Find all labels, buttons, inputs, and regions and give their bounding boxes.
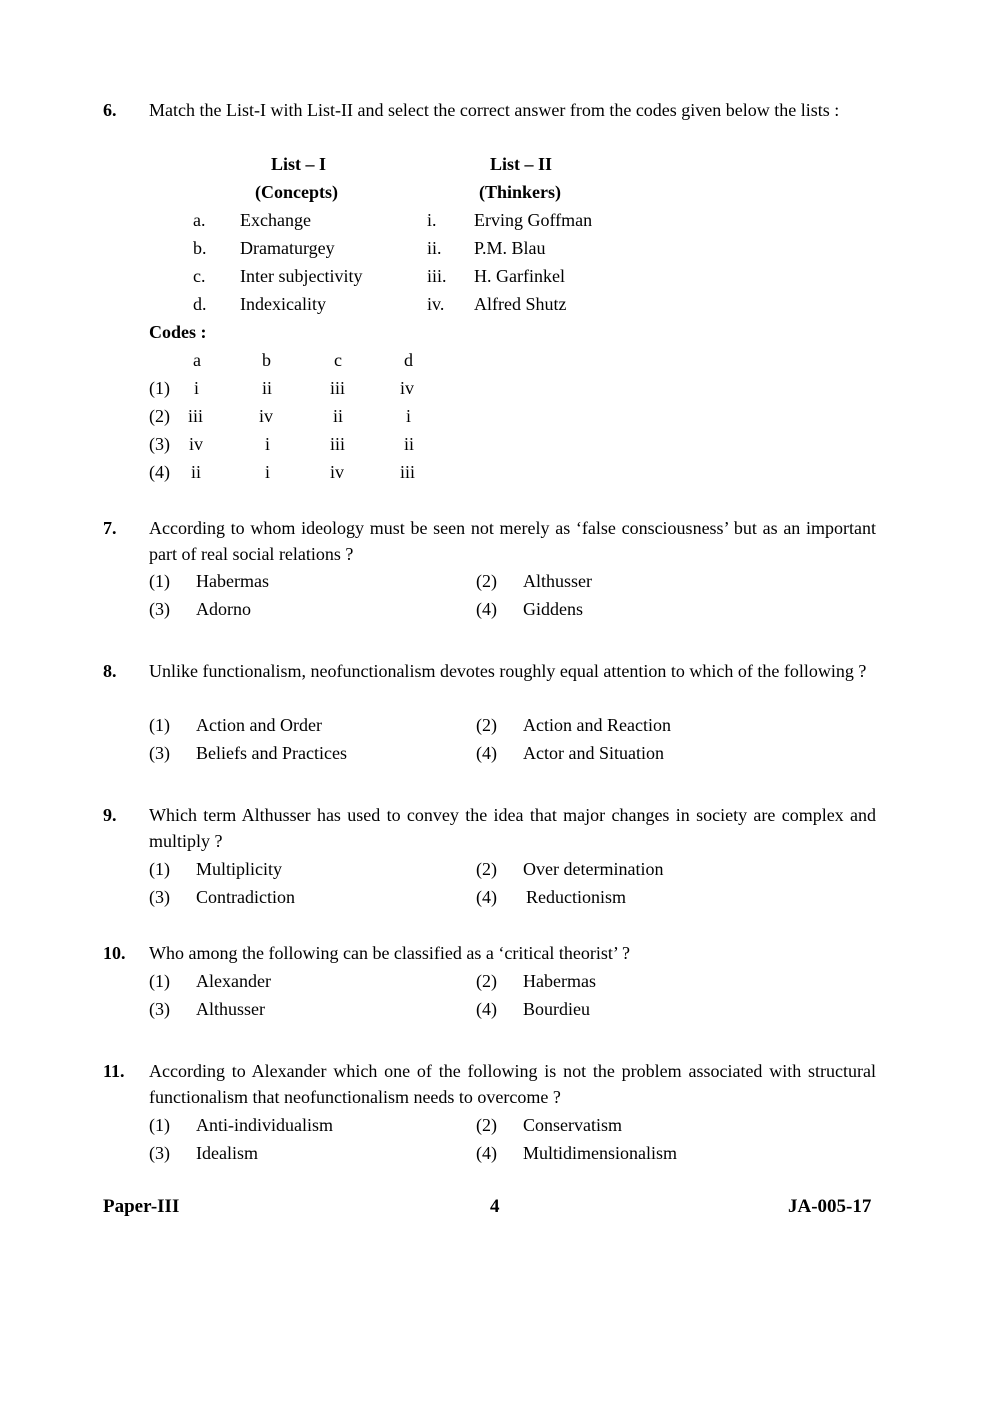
list1-subtitle: (Concepts) [255, 182, 338, 202]
option-text: Idealism [196, 1143, 258, 1163]
code-value: i [265, 462, 271, 482]
list2-subtitle: (Thinkers) [479, 182, 562, 202]
option-text: Actor and Situation [523, 743, 664, 763]
code-option: (3) [149, 434, 170, 454]
question-number: 9. [103, 805, 117, 825]
list1-value: Exchange [240, 210, 311, 230]
option-text: Bourdieu [523, 999, 590, 1019]
code-option: (1) [149, 378, 170, 398]
list1-value: Indexicality [240, 294, 326, 314]
option-text: Reductionism [526, 887, 626, 907]
paper-code: JA-005-17 [788, 1196, 872, 1217]
list2-value: P.M. Blau [474, 238, 546, 258]
option-number: (4) [476, 599, 497, 619]
option-text: Action and Order [196, 715, 322, 735]
question-text: Unlike functionalism, neofunctionalism devotes roughly equal attention to which of the following ? [149, 661, 867, 681]
list1-key: a. [193, 210, 206, 230]
option-text: Action and Reaction [523, 715, 671, 735]
list2-key: iii. [427, 266, 447, 286]
question-text: Who among the following can be classified as a ‘critical theorist’ ? [149, 943, 630, 963]
code-value: ii [404, 434, 415, 454]
question-text: According to Alexander which one of the following is not the problem associated with structural functionalism that neofunctionalism needs to overcome ? [149, 1061, 876, 1107]
option-text: Giddens [523, 599, 583, 619]
option-number: (1) [149, 571, 170, 591]
option-text: Multidimensionalism [523, 1143, 678, 1163]
question-number: 11. [103, 1061, 125, 1081]
codes-header: c [334, 350, 342, 370]
question-text: Which term Althusser has used to convey the idea that major changes in society are complex and multiply ? [149, 805, 876, 851]
option-number: (3) [149, 999, 170, 1019]
option-text: Alexander [196, 971, 271, 991]
question-number: 10. [103, 943, 126, 963]
code-value: iii [330, 434, 346, 454]
option-number: (1) [149, 1115, 170, 1135]
option-number: (2) [476, 715, 497, 735]
list1-key: d. [193, 294, 207, 314]
question-text: Match the List-I with List-II and select the correct answer from the codes given below the lists : [149, 100, 840, 120]
code-value: iii [400, 462, 416, 482]
option-text: Over determination [523, 859, 664, 879]
code-value: iv [189, 434, 204, 454]
option-text: Althusser [523, 571, 592, 591]
option-number: (2) [476, 971, 497, 991]
code-value: iii [330, 378, 346, 398]
option-text: Althusser [196, 999, 265, 1019]
option-number: (4) [476, 743, 497, 763]
option-text: Contradiction [196, 887, 295, 907]
list2-value: Alfred Shutz [474, 294, 567, 314]
list1-key: b. [193, 238, 207, 258]
question-number: 7. [103, 518, 117, 538]
code-option: (2) [149, 406, 170, 426]
list1-value: Inter subjectivity [240, 266, 363, 286]
question-number: 8. [103, 661, 117, 681]
question-text: According to whom ideology must be seen not merely as ‘false consciousness’ but as an important part of real social relations ? [149, 518, 876, 564]
list2-value: H. Garfinkel [474, 266, 565, 286]
option-text: Habermas [196, 571, 269, 591]
codes-header: b [262, 350, 271, 370]
option-number: (4) [476, 887, 497, 907]
option-text: Habermas [523, 971, 596, 991]
option-number: (1) [149, 971, 170, 991]
code-value: iv [400, 378, 415, 398]
list2-value: Erving Goffman [474, 210, 593, 230]
list1-value: Dramaturgey [240, 238, 335, 258]
code-value: iv [259, 406, 274, 426]
option-number: (3) [149, 1143, 170, 1163]
codes-header: d [404, 350, 413, 370]
list2-key: iv. [427, 294, 445, 314]
option-number: (3) [149, 743, 170, 763]
option-text: Beliefs and Practices [196, 743, 347, 763]
code-value: iv [330, 462, 345, 482]
option-number: (4) [476, 1143, 497, 1163]
list2-title: List – II [490, 154, 553, 174]
option-text: Anti-individualism [196, 1115, 333, 1135]
list2-key: ii. [427, 238, 442, 258]
option-number: (2) [476, 571, 497, 591]
code-option: (4) [149, 462, 170, 482]
option-text: Adorno [196, 599, 251, 619]
option-text: Multiplicity [196, 859, 283, 879]
list2-key: i. [427, 210, 437, 230]
code-value: ii [262, 378, 273, 398]
codes-header: a [193, 350, 201, 370]
code-value: i [265, 434, 271, 454]
code-value: ii [333, 406, 344, 426]
footer-paper-label: Paper-III [103, 1196, 180, 1217]
code-value: iii [188, 406, 204, 426]
codes-label: Codes : [149, 322, 207, 342]
option-number: (4) [476, 999, 497, 1019]
option-number: (3) [149, 599, 170, 619]
list1-key: c. [193, 266, 206, 286]
question-number: 6. [103, 100, 117, 120]
option-number: (1) [149, 859, 170, 879]
option-number: (2) [476, 859, 497, 879]
option-text: Conservatism [523, 1115, 622, 1135]
code-value: ii [191, 462, 202, 482]
option-number: (2) [476, 1115, 497, 1135]
option-number: (3) [149, 887, 170, 907]
page-number: 4 [490, 1196, 500, 1217]
code-value: i [406, 406, 412, 426]
code-value: i [194, 378, 200, 398]
option-number: (1) [149, 715, 170, 735]
list1-title: List – I [271, 154, 327, 174]
